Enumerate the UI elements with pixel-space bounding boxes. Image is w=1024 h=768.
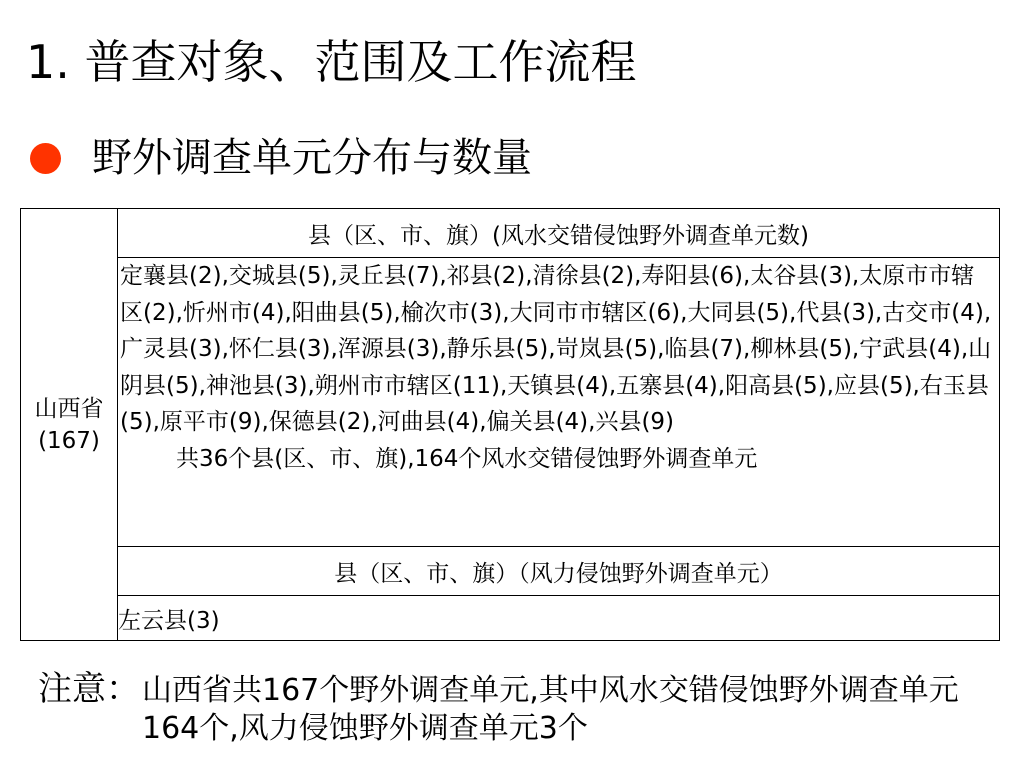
- bullet-dot-icon: [30, 143, 61, 174]
- province-count: (167): [38, 427, 100, 454]
- note-label: 注意：: [38, 669, 140, 709]
- county-list-text: 定襄县(2),交城县(5),灵丘县(7),祁县(2),清徐县(2),寿阳县(6),太谷县(3),太原市市辖区(2),忻州市(4),阳曲县(5),榆次市(3),大同市市辖区(6),大同县(5),代县(3),古交市(4),广灵县(3),怀仁县(3),浑源县(3),静乐县(5),岢岚县(5),临县(7),柳林县(5),宁武县(4),山阴县(5),神池县(3),朔州市市辖区(11),天镇县(4),五寨县(4),阳高县(5),应县(5),右玉县(5),原平市(9),保德县(2),河曲县(4),偏关县(4),兴县(9): [120, 263, 992, 435]
- survey-unit-table: [20, 208, 1000, 641]
- table-header-wind: 县（区、市、旗）（风力侵蚀野外调查单元）: [118, 547, 1000, 596]
- county-list-total: 共36个县(区、市、旗),164个风水交错侵蚀野外调查单元: [176, 445, 758, 472]
- slide-title: 1. 普查对象、范围及工作流程: [26, 35, 637, 89]
- table-header-wind-water: 县（区、市、旗）(风水交错侵蚀野外调查单元数): [118, 209, 1000, 258]
- county-list-wind-water: [118, 258, 1000, 547]
- bullet-row: [30, 132, 532, 184]
- bullet-heading: 野外调查单元分布与数量: [92, 135, 532, 181]
- province-cell: [21, 209, 118, 641]
- note-text: 山西省共167个野外调查单元,其中风水交错侵蚀野外调查单元164个,风力侵蚀野外调查单元3个: [142, 673, 959, 746]
- county-list-wind: 左云县(3): [118, 596, 1000, 641]
- province-name: 山西省: [34, 395, 104, 422]
